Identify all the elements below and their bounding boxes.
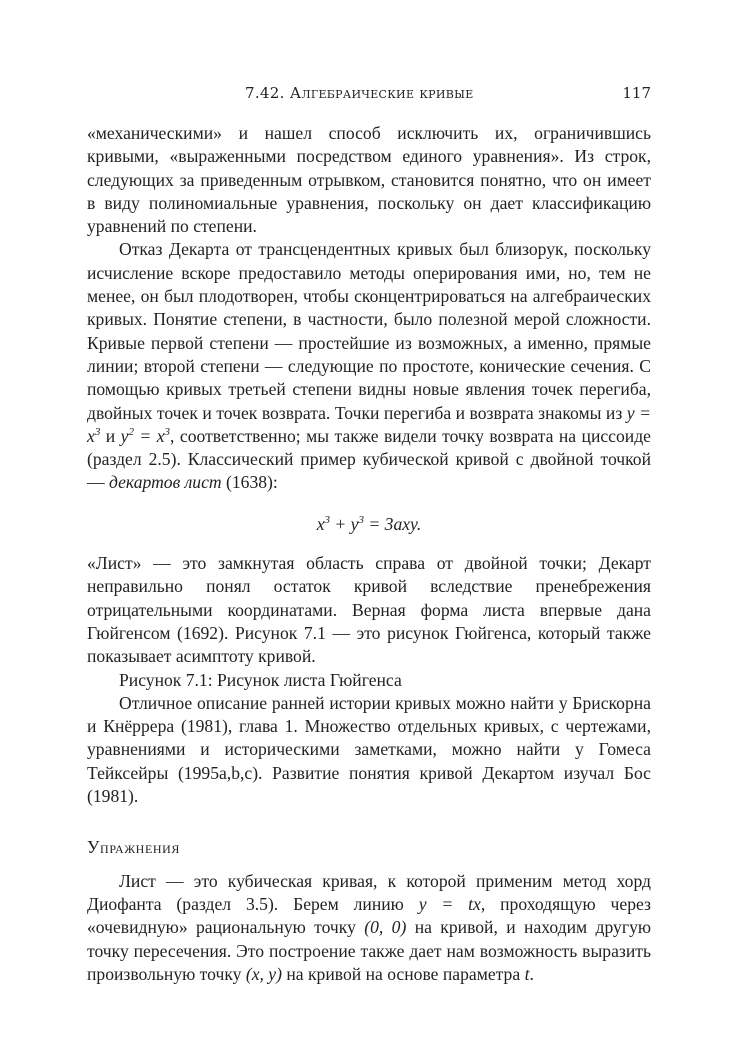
exponent: 3: [94, 426, 101, 438]
paragraph-4: Отличное описание ранней истории кривых можно найти у Брискорна и Кнёррера (1981), глава 1. Множество отдельных кривых, с чертежами, уравнениями и историческими заметками, можно найти у Гомеса Тейксейры (1995a,b,c). Развитие понятия кривой Декартом изучал Бос (1981).: [87, 692, 651, 807]
exponent: 2: [128, 426, 134, 438]
text-run: , проходящую через «очевидную» рациональную точку: [87, 893, 651, 938]
math-inline: (0, 0): [364, 917, 407, 938]
chapter-title: 7.42. Алгебраические кривые: [245, 84, 474, 102]
text-run: (1638):: [226, 472, 278, 493]
display-formula: [87, 513, 651, 536]
paragraph-2: [87, 238, 651, 494]
math-inline: t: [524, 963, 530, 984]
text-run: на кривой на основе параметра: [286, 963, 521, 984]
math-text: = x: [139, 425, 165, 446]
exponent: 3: [358, 513, 364, 526]
text-run: на кривой, и находим другую точку пересечения. Это построение также дает нам возможность выразить произвольную точку: [87, 917, 652, 984]
section-heading: Упражнения: [87, 837, 181, 858]
math-inline: (x, y): [245, 963, 282, 984]
italic-term: декартов лист: [109, 472, 222, 493]
page-body: [87, 122, 651, 986]
exponent: 3: [164, 426, 171, 438]
exponent: 3: [324, 513, 330, 526]
text-run: и: [105, 425, 116, 446]
paragraph-5: [87, 870, 651, 986]
text-run: Отказ Декарта от трансцендентных кривых был близорук, поскольку исчисление вскоре предоставило методы оперирования ими, но, тем не менее, он был плодотворен, чтобы сконцентрироваться на алгебраических кривых. Понятие степени, в частности, было полезной мерой сложности. Кривые первой степени — простейшие из возможных, а именно, прямые линии; второй степени — следующие по простоте, конические сечения. С помощью кривых третьей степени видны новые явления точек перегиба, двойных точек и точек возврата. Точки перегиба и возврата знакомы из: [87, 239, 651, 423]
math-inline: [121, 426, 170, 446]
formula-part: = 3axy.: [363, 513, 422, 534]
page-number: 117: [622, 84, 651, 102]
text-run: , соответственно; мы также видели точку возврата на циссоиде (раздел 2.5). Классический пример кубической кривой с двойной точкой —: [87, 425, 651, 493]
math-text: y = x: [87, 402, 651, 446]
formula-part: x: [316, 513, 325, 534]
formula-part: + y: [330, 513, 359, 534]
text-run: .: [529, 963, 534, 984]
paragraph-1: «механическими» и нашел способ исключить их, ограничившись кривыми, «выраженными посредством единого уравнения». Из строк, следующих за приведенным отрывком, становится понятно, что он имеет в виду полиномиальные уравнения, поскольку он дает классификацию уравнений по степени.: [87, 123, 651, 237]
math-text: y: [120, 425, 129, 446]
math-inline: y = tx: [418, 893, 481, 914]
paragraph-3: «Лист» — это замкнутая область справа от двойной точки; Декарт неправильно понял остаток кривой вследствие пренебрежения отрицательными координатами. Верная форма листа впервые дана Гюйгенсом (1692). Рисунок 7.1 — это рисунок Гюйгенса, который также показывает асимптоту кривой.: [87, 553, 651, 667]
figure-caption: Рисунок 7.1: Рисунок листа Гюйгенса: [119, 669, 402, 690]
book-page: [87, 84, 651, 986]
running-header: [87, 84, 651, 108]
text-run: Лист — это кубическая кривая, к которой применим метод хорд Диофанта (раздел 3.5). Берем линию: [87, 870, 651, 914]
